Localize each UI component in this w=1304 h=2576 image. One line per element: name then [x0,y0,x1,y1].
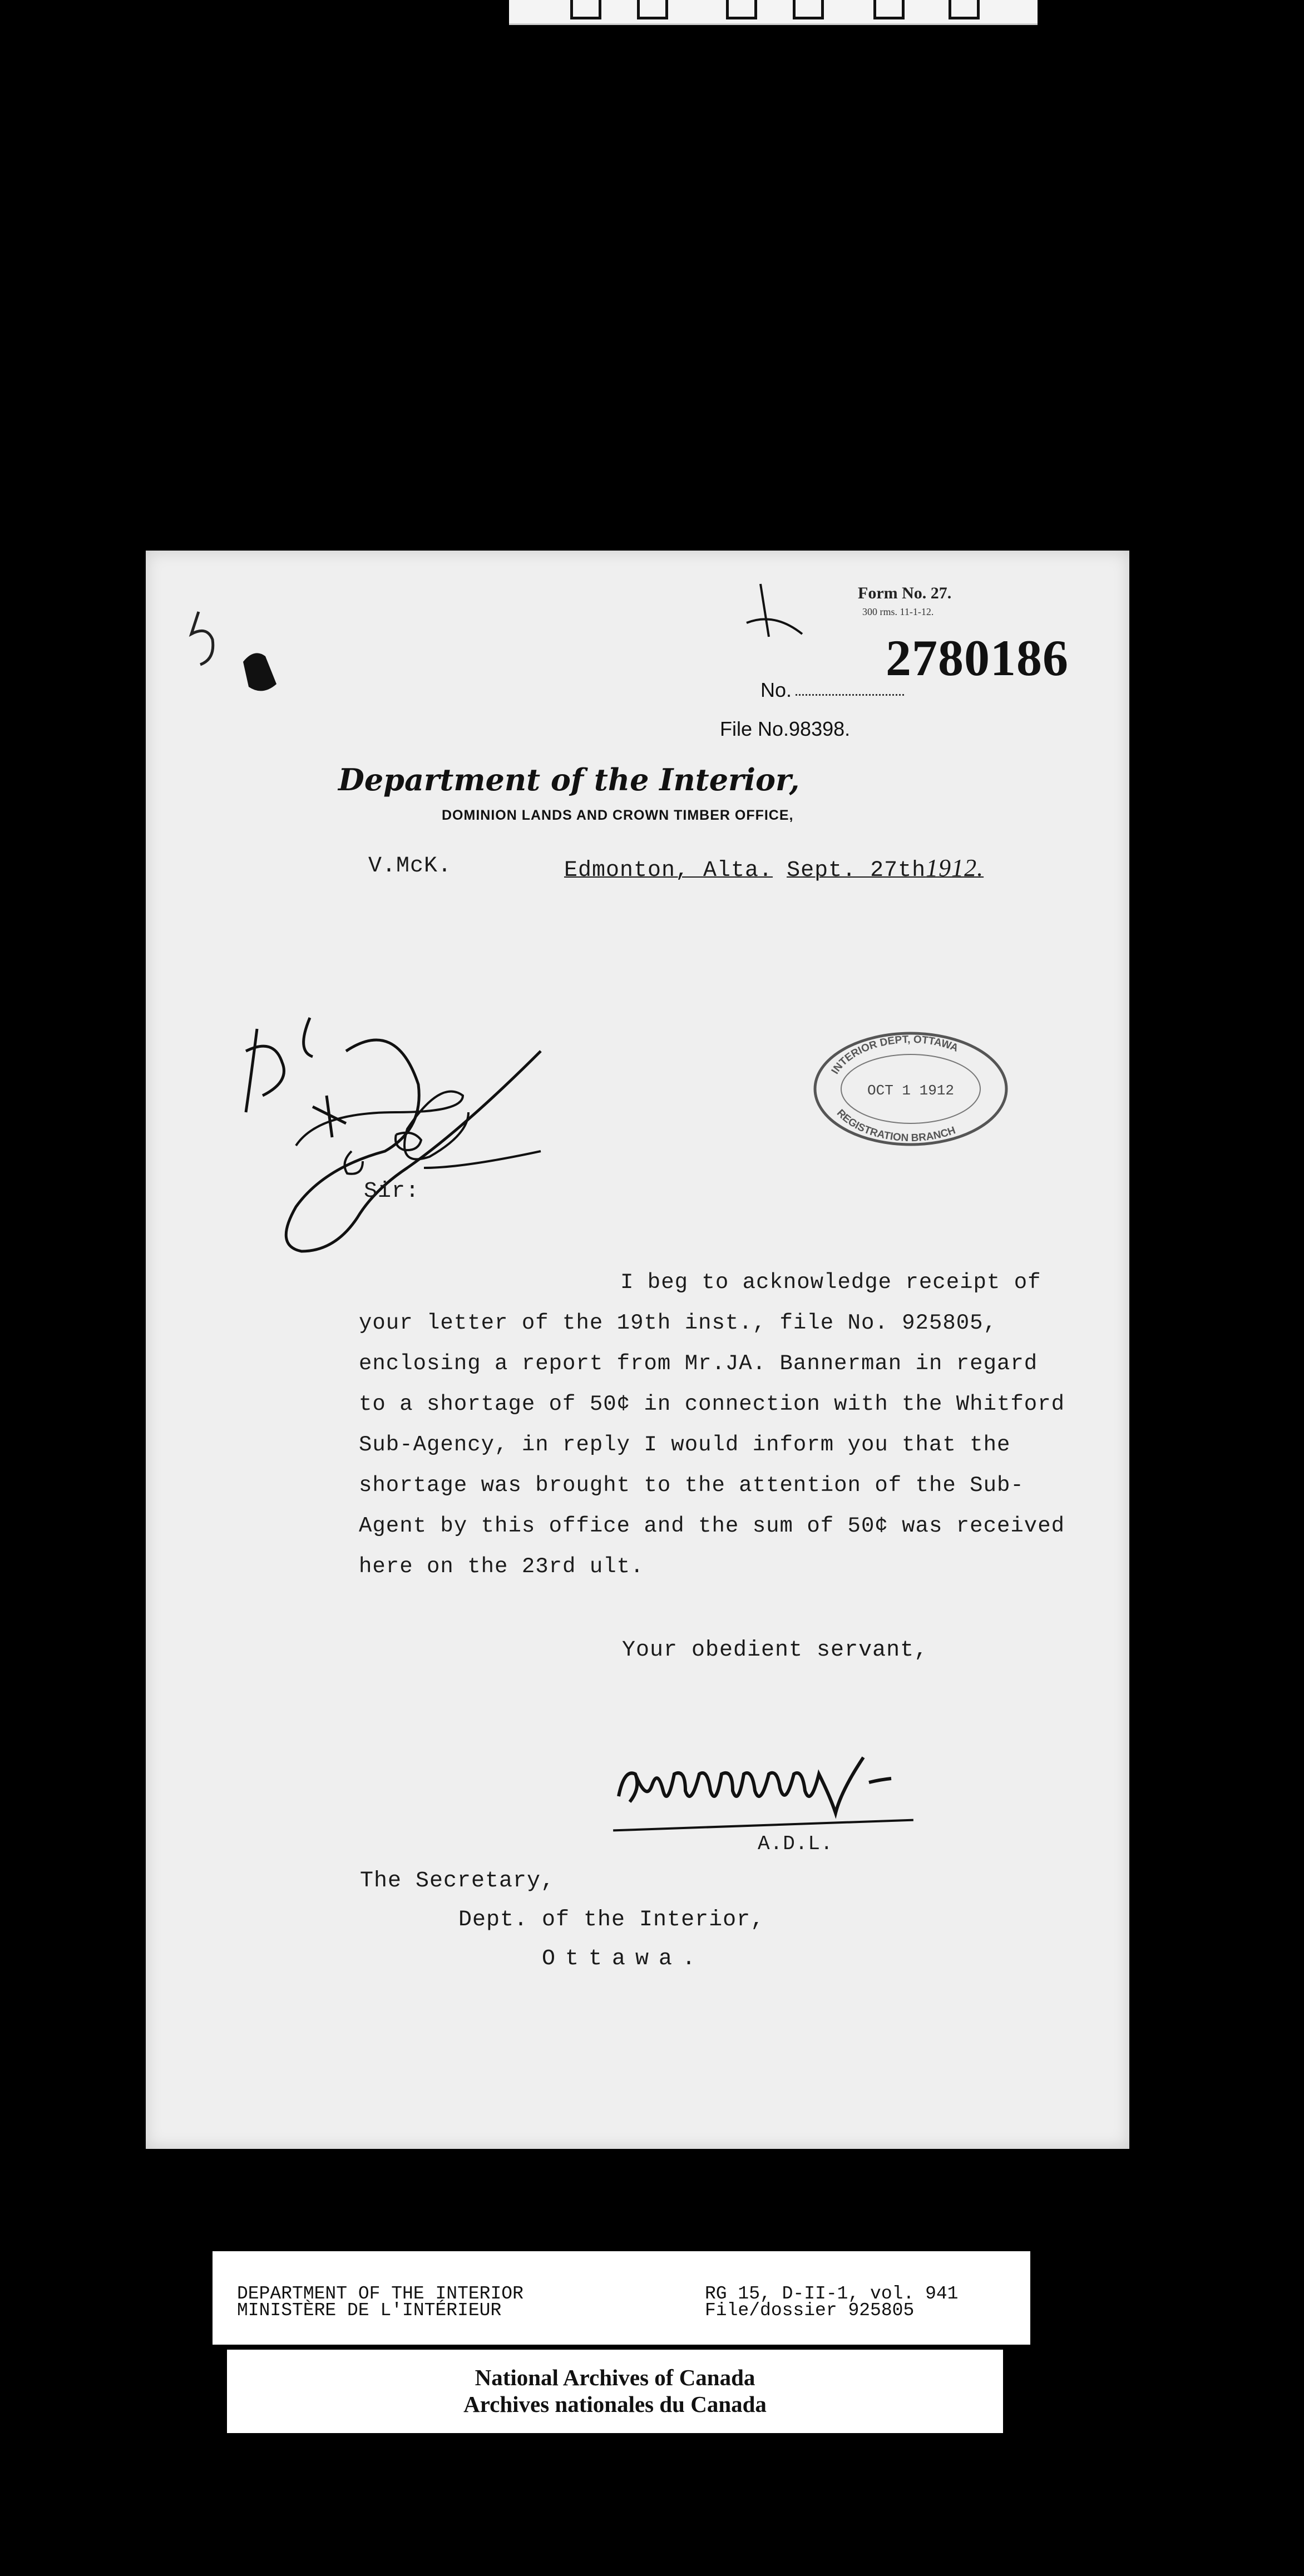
svg-text:REGISTRATION BRANCH [834,1107,957,1144]
body-line: to a shortage of 50¢ in connection with the Whitford [359,1392,1065,1416]
film-mark [637,0,668,19]
body-line: I beg to acknowledge receipt of [620,1270,1041,1295]
file-number: File No.98398. [720,717,851,740]
salutation: Sir: [364,1179,420,1204]
closing: Your obedient servant, [622,1638,928,1663]
body-line: shortage was brought to the attention of the Sub- [359,1473,1024,1498]
stamped-number: 2780186 [886,630,1069,686]
signatory-title: A.D.L. [758,1832,833,1855]
tick-mark [735,573,847,656]
addressee-line-1: The Secretary, [360,1869,555,1894]
letter-page [146,551,1129,2149]
letter-body [359,1262,1065,1587]
form-number: Form No. 27. [858,584,952,602]
year: 1912. [926,854,984,881]
archive-rg-ref: RG 15, D-II-1, vol. 941 [705,2283,959,2304]
body-line: Agent by this office and the sum of 50¢ was received [359,1514,1065,1538]
archive-dept-fr: MINISTÈRE DE L'INTÉRIEUR [237,2300,502,2321]
handwritten-annotation [229,984,630,1296]
stamp-bottom-text: REGISTRATION BRANCH [834,1107,957,1145]
archive-name-label [227,2350,1003,2433]
body-line: your letter of the 19th inst., file No. 925805, [359,1311,997,1335]
body-line: Sub-Agency, in reply I would inform you that the [359,1433,1011,1457]
clerk-initials: V.McK. [368,854,452,879]
department-title: Department of the Interior, [338,762,800,797]
addressee-line-2: Dept. of the Interior, [458,1908,765,1933]
film-mark [570,0,601,19]
office-name: DOMINION LANDS AND CROWN TIMBER OFFICE, [442,808,794,823]
registration-stamp [811,1029,1011,1148]
film-mark [949,0,980,19]
film-top-strip [509,0,1038,25]
archive-reference-label [213,2251,1030,2345]
stamp-date: OCT 1 1912 [867,1082,955,1099]
no-label: No. [760,678,792,701]
form-print-note: 300 rms. 11-1-12. [862,606,934,617]
place: Edmonton, Alta. [564,858,773,883]
corner-markings [146,551,424,717]
archive-dept-en: DEPARTMENT OF THE INTERIOR [237,2283,523,2304]
no-dotted-line [796,694,904,696]
punch-hole [243,653,276,691]
place-date-line [564,854,984,883]
film-mark [726,0,757,19]
archive-name-en: National Archives of Canada [475,2365,755,2390]
month-day: Sept. 27th [787,858,926,883]
archive-name-fr: Archives nationales du Canada [463,2391,767,2417]
film-mark [873,0,905,19]
body-line: enclosing a report from Mr.JA. Bannerman in regard [359,1351,1038,1376]
stamp-top-text: INTERIOR DEPT, OTTAWA [829,1033,960,1077]
archive-file-ref: File/dossier 925805 [705,2300,915,2321]
film-mark [793,0,824,19]
addressee-line-3: Ottawa. [542,1946,706,1971]
body-line: here on the 23rd ult. [359,1554,644,1579]
